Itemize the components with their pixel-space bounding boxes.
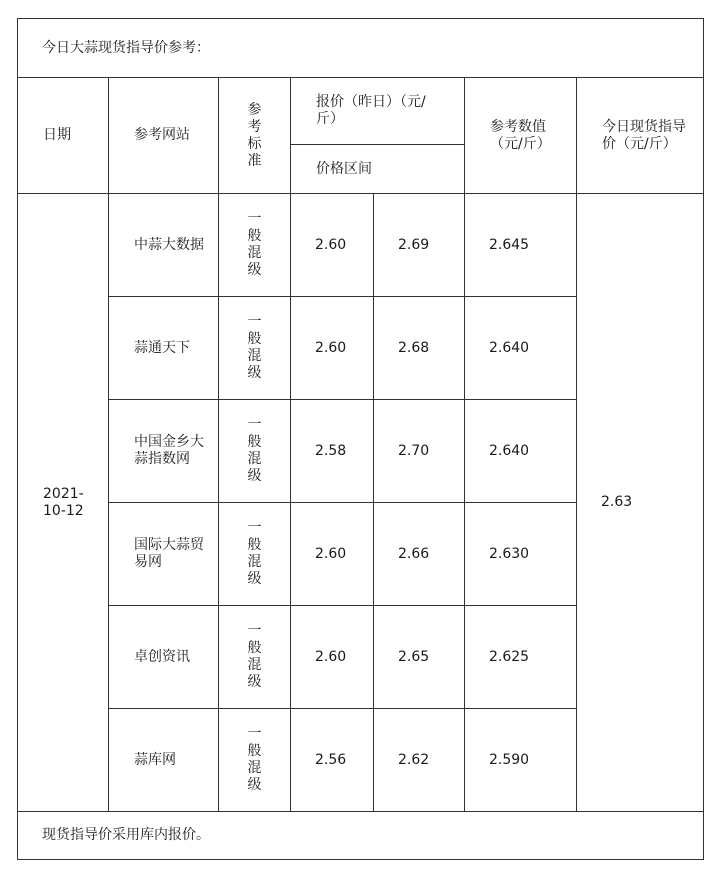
table-title: 今日大蒜现货指导价参考： [18, 19, 704, 78]
header-guide: 今日现货指导价（元/斤） [577, 78, 704, 194]
footer-row [18, 812, 704, 860]
ref-value-cell: 2.625 [465, 606, 577, 709]
site-cell: 国际大蒜贸易网 [109, 503, 219, 606]
price-table [17, 18, 704, 860]
site-cell: 蒜库网 [109, 709, 219, 812]
standard-cell: 一般混级 [219, 503, 291, 606]
header-date: 日期 [18, 78, 109, 194]
high-price-cell: 2.70 [374, 400, 465, 503]
low-price-cell: 2.58 [291, 400, 374, 503]
title-row [18, 19, 704, 78]
low-price-cell: 2.60 [291, 297, 374, 400]
ref-value-cell: 2.640 [465, 297, 577, 400]
footer-note: 现货指导价采用库内报价。 [18, 812, 704, 860]
site-cell: 卓创资讯 [109, 606, 219, 709]
header-quote: 报价（昨日）（元/斤） [291, 78, 465, 145]
low-price-cell: 2.60 [291, 606, 374, 709]
header-site: 参考网站 [109, 78, 219, 194]
low-price-cell: 2.60 [291, 194, 374, 297]
high-price-cell: 2.65 [374, 606, 465, 709]
site-cell: 中蒜大数据 [109, 194, 219, 297]
guide-price-cell: 2.63 [577, 194, 704, 812]
ref-value-cell: 2.630 [465, 503, 577, 606]
high-price-cell: 2.68 [374, 297, 465, 400]
high-price-cell: 2.62 [374, 709, 465, 812]
low-price-cell: 2.56 [291, 709, 374, 812]
ref-value-cell: 2.590 [465, 709, 577, 812]
site-cell: 蒜通天下 [109, 297, 219, 400]
header-ref-value: 参考数值（元/斤） [465, 78, 577, 194]
header-range: 价格区间 [291, 145, 465, 194]
date-cell: 2021-10-12 [18, 194, 109, 812]
standard-cell: 一般混级 [219, 709, 291, 812]
standard-cell: 一般混级 [219, 400, 291, 503]
standard-cell: 一般混级 [219, 194, 291, 297]
site-cell: 中国金乡大蒜指数网 [109, 400, 219, 503]
ref-value-cell: 2.640 [465, 400, 577, 503]
high-price-cell: 2.66 [374, 503, 465, 606]
table-row [18, 194, 704, 297]
standard-cell: 一般混级 [219, 297, 291, 400]
header-row-1 [18, 78, 704, 145]
low-price-cell: 2.60 [291, 503, 374, 606]
high-price-cell: 2.69 [374, 194, 465, 297]
standard-cell: 一般混级 [219, 606, 291, 709]
header-standard: 参考标准 [219, 78, 291, 194]
ref-value-cell: 2.645 [465, 194, 577, 297]
